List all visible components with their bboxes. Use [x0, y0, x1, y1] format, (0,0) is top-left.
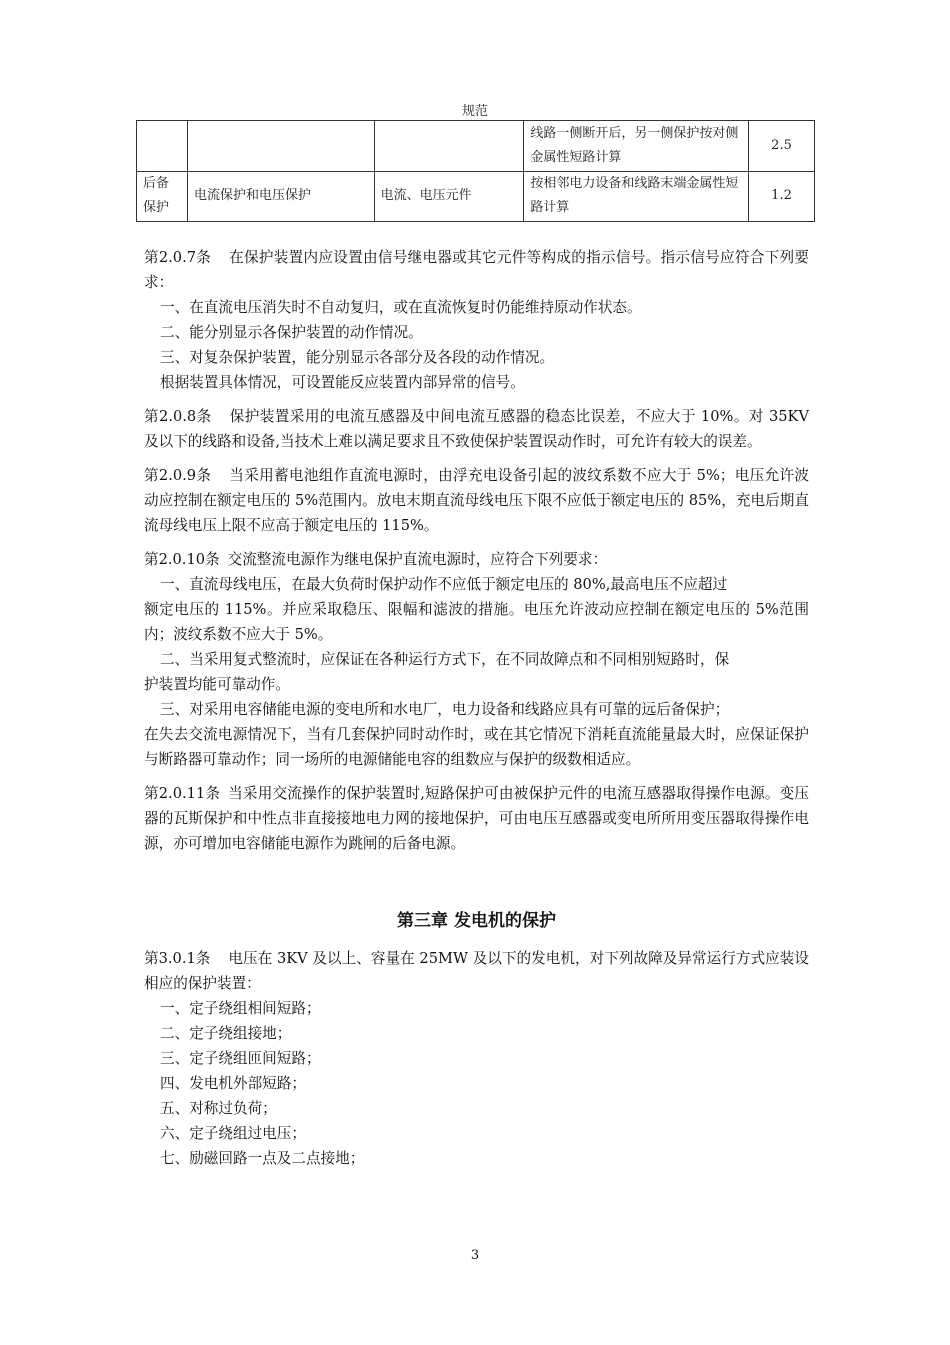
table-row — [137, 171, 815, 222]
article-text: 当采用蓄电池组作直流电源时，由浮充电设备引起的波纹系数不应大于 5%；电压允许波动应控制在额定电压的 5%范围内。放电末期直流母线电压下限不应低于额定电压的 85%，充电后期直流母线电压上限不应高于额定电压的 115%。 — [144, 467, 809, 534]
list-item: 根据装置具体情况，可设置能反应装置内部异常的信号。 — [160, 374, 525, 391]
list-item: 四、发电机外部短路； — [160, 1075, 306, 1092]
table-cell — [187, 121, 374, 172]
table-cell — [374, 121, 524, 172]
list-item: 一、在直流电压消失时不自动复归，或在直流恢复时仍能维持原动作状态。 — [160, 299, 642, 316]
list-item: 一、直流母线电压，在最大负荷时保护动作不应低于额定电压的 80%,最高电压不应超过 — [160, 576, 728, 593]
page-number: 3 — [470, 1248, 480, 1263]
table-row — [137, 121, 815, 172]
list-item: 五、对称过负荷； — [160, 1100, 277, 1117]
table-cell: 2.5 — [749, 121, 815, 172]
list-item: 三、定子绕组匝间短路； — [160, 1050, 321, 1067]
article-2-0-7 — [144, 245, 809, 395]
article-number: 第2.0.7条 — [144, 249, 212, 266]
list-item: 二、定子绕组接地； — [160, 1025, 292, 1042]
article-3-0-1 — [144, 946, 809, 1171]
article-number: 第3.0.1条 — [144, 950, 211, 967]
body-text — [144, 245, 809, 1180]
table-cell: 电流保护和电压保护 — [187, 171, 374, 222]
list-item-continuation: 额定电压的 115%。并应采取稳压、限幅和滤波的措施。电压允许波动应控制在额定电压的 5%范围内；波纹系数不应大于 5%。 — [144, 601, 809, 643]
table-cell: 线路一侧断开后，另一侧保护按对侧金属性短路计算 — [524, 121, 749, 172]
list-item: 七、励磁回路一点及二点接地； — [160, 1150, 365, 1167]
list-item-continuation: 在失去交流电源情况下，当有几套保护同时动作时，或在其它情况下消耗直流能量最大时，应保证保护与断路器可靠动作；同一场所的电源储能电容的组数应与保护的级数相适应。 — [144, 726, 809, 768]
table-cell — [137, 121, 188, 172]
article-text: 保护装置采用的电流互感器及中间电流互感器的稳态比误差，不应大于 10%。对 35KV 及以下的线路和设备,当技术上难以满足要求且不致使保护装置误动作时，可允许有较大的误差。 — [144, 408, 809, 450]
table-cell: 按相邻电力设备和线路末端金属性短路计算 — [524, 171, 749, 222]
page-header: 规范 — [461, 104, 488, 119]
article-text: 在保护装置内应设置由信号继电器或其它元件等构成的指示信号。指示信号应符合下列要求： — [144, 249, 809, 291]
article-number: 第2.0.9条 — [144, 467, 212, 484]
article-2-0-8 — [144, 404, 809, 454]
list-item: 二、当采用复式整流时，应保证在各种运行方式下，在不同故障点和不同相别短路时，保 — [160, 651, 730, 668]
article-text: 交流整流电源作为继电保护直流电源时，应符合下列要求： — [227, 551, 608, 568]
table-cell: 电流、电压元件 — [374, 171, 524, 222]
article-number: 第2.0.11条 — [144, 785, 221, 802]
list-item-continuation: 护装置均能可靠动作。 — [144, 676, 290, 693]
article-text: 电压在 3KV 及以上、容量在 25MW 及以下的发电机，对下列故障及异常运行方式应装设相应的保护装置： — [144, 950, 809, 992]
article-number: 第2.0.10条 — [144, 551, 220, 568]
article-number: 第2.0.8条 — [144, 408, 212, 425]
list-item: 二、能分别显示各保护装置的动作情况。 — [160, 324, 423, 341]
table-cell: 后备保护 — [137, 171, 188, 222]
article-2-0-9 — [144, 463, 809, 538]
article-2-0-11 — [144, 781, 809, 856]
table-cell: 1.2 — [749, 171, 815, 222]
protection-table — [136, 120, 815, 222]
article-text: 当采用交流操作的保护装置时,短路保护可由被保护元件的电流互感器取得操作电源。变压器的瓦斯保护和中性点非直接接地电力网的接地保护，可由电压互感器或变电所所用变压器取得操作电源，亦可增加电容储能电源作为跳闸的后备电源。 — [144, 785, 809, 852]
list-item: 六、定子绕组过电压； — [160, 1125, 306, 1142]
list-item: 一、定子绕组相间短路； — [160, 1000, 321, 1017]
list-item: 三、对采用电容储能电源的变电所和水电厂，电力设备和线路应具有可靠的远后备保护； — [160, 701, 730, 718]
article-2-0-10 — [144, 547, 809, 772]
chapter-title: 第三章 发电机的保护 — [397, 911, 556, 931]
list-item: 三、对复杂保护装置，能分别显示各部分及各段的动作情况。 — [160, 349, 555, 366]
